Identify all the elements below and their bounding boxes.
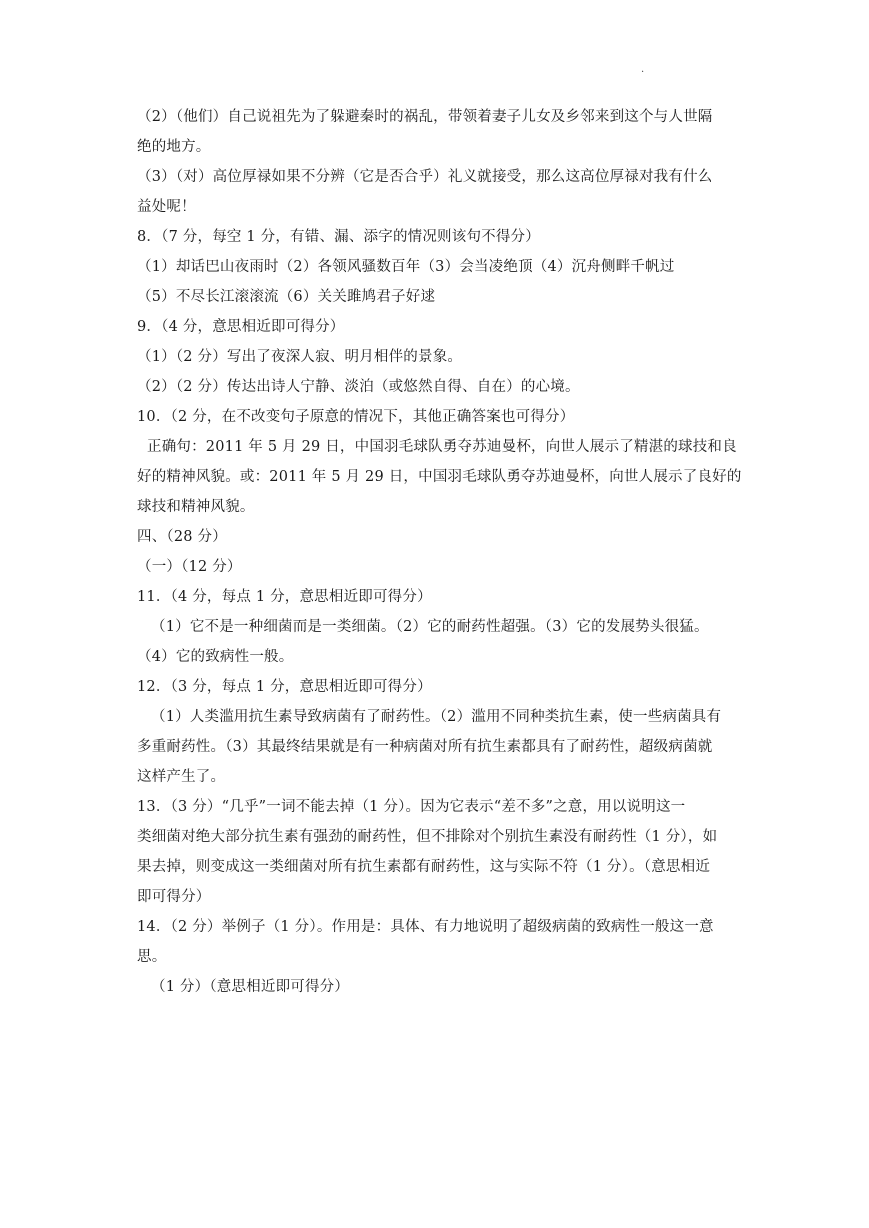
question-heading: 13．（3 分）“几乎”一词不能去掉（1 分）。因为它表示“差不多”之意，用以说明这一 bbox=[137, 799, 686, 815]
text-line: （4）它的致病性一般。 bbox=[137, 649, 294, 665]
text-line: （2）（2 分）传达出诗人宁静、淡泊（或悠然自得、自在）的心境。 bbox=[137, 379, 580, 395]
question-heading: 14．（2 分）举例子（1 分）。作用是：具体、有力地说明了超级病菌的致病性一般这一意 bbox=[137, 919, 714, 935]
answer-text-body bbox=[137, 102, 747, 1002]
text-line: 即可得分） bbox=[137, 889, 211, 905]
text-line: 类细菌对绝大部分抗生素有强劲的耐药性，但不排除对个别抗生素没有耐药性（1 分），如 bbox=[137, 829, 718, 845]
text-line: 绝的地方。 bbox=[137, 139, 211, 155]
text-line: （1 分）（意思相近即可得分） bbox=[151, 979, 350, 995]
text-line: （1）却话巴山夜雨时（2）各领风骚数百年（3）会当凌绝顶（4）沉舟侧畔千帆过 bbox=[137, 259, 675, 275]
question-heading: 9．（4 分，意思相近即可得分） bbox=[137, 319, 345, 335]
header-mark: . bbox=[641, 64, 645, 75]
text-line: 益处呢！ bbox=[137, 199, 196, 215]
text-line: 这样产生了。 bbox=[137, 769, 226, 785]
text-line: 正确句：2011 年 5 月 29 日，中国羽毛球队勇夺苏迪曼杯，向世人展示了精湛的球技和良 bbox=[147, 439, 737, 455]
question-heading: 11．（4 分，每点 1 分，意思相近即可得分） bbox=[137, 589, 432, 605]
text-line: （2）（他们）自己说祖先为了躲避秦时的祸乱，带领着妻子儿女及乡邻来到这个与人世隔 bbox=[137, 109, 713, 125]
text-line: （1）人类滥用抗生素导致病菌有了耐药性。（2）滥用不同种类抗生素，使一些病菌具有 bbox=[151, 709, 722, 725]
text-line: （1）（2 分）写出了夜深人寂、明月相伴的景象。 bbox=[137, 349, 463, 365]
section-heading: 四、（28 分） bbox=[137, 529, 227, 545]
text-line: 思。 bbox=[137, 949, 167, 965]
question-heading: 8．（7 分，每空 1 分，有错、漏、添字的情况则该句不得分） bbox=[137, 229, 540, 245]
question-heading: 12．（3 分，每点 1 分，意思相近即可得分） bbox=[137, 679, 432, 695]
text-line: （1）它不是一种细菌而是一类细菌。（2）它的耐药性超强。（3）它的发展势头很猛。 bbox=[151, 619, 709, 635]
text-line: （3）（对）高位厚禄如果不分辨（它是否合乎）礼义就接受，那么这高位厚禄对我有什么 bbox=[137, 169, 713, 185]
question-heading: 10．（2 分，在不改变句子原意的情况下，其他正确答案也可得分） bbox=[137, 409, 575, 425]
text-line: （5）不尽长江滚滚流（6）关关雎鸠君子好逑 bbox=[137, 289, 436, 305]
text-line: 好的精神风貌。或：2011 年 5 月 29 日，中国羽毛球队勇夺苏迪曼杯，向世人展示了良好的 bbox=[137, 469, 742, 485]
text-line: 果去掉，则变成这一类细菌对所有抗生素都有耐药性，这与实际不符（1 分）。（意思相近 bbox=[137, 859, 711, 875]
text-line: 多重耐药性。（3）其最终结果就是有一种病菌对所有抗生素都具有了耐药性，超级病菌就 bbox=[137, 739, 713, 755]
subsection-heading: （一）（12 分） bbox=[137, 559, 242, 575]
text-line: 球技和精神风貌。 bbox=[137, 499, 255, 515]
